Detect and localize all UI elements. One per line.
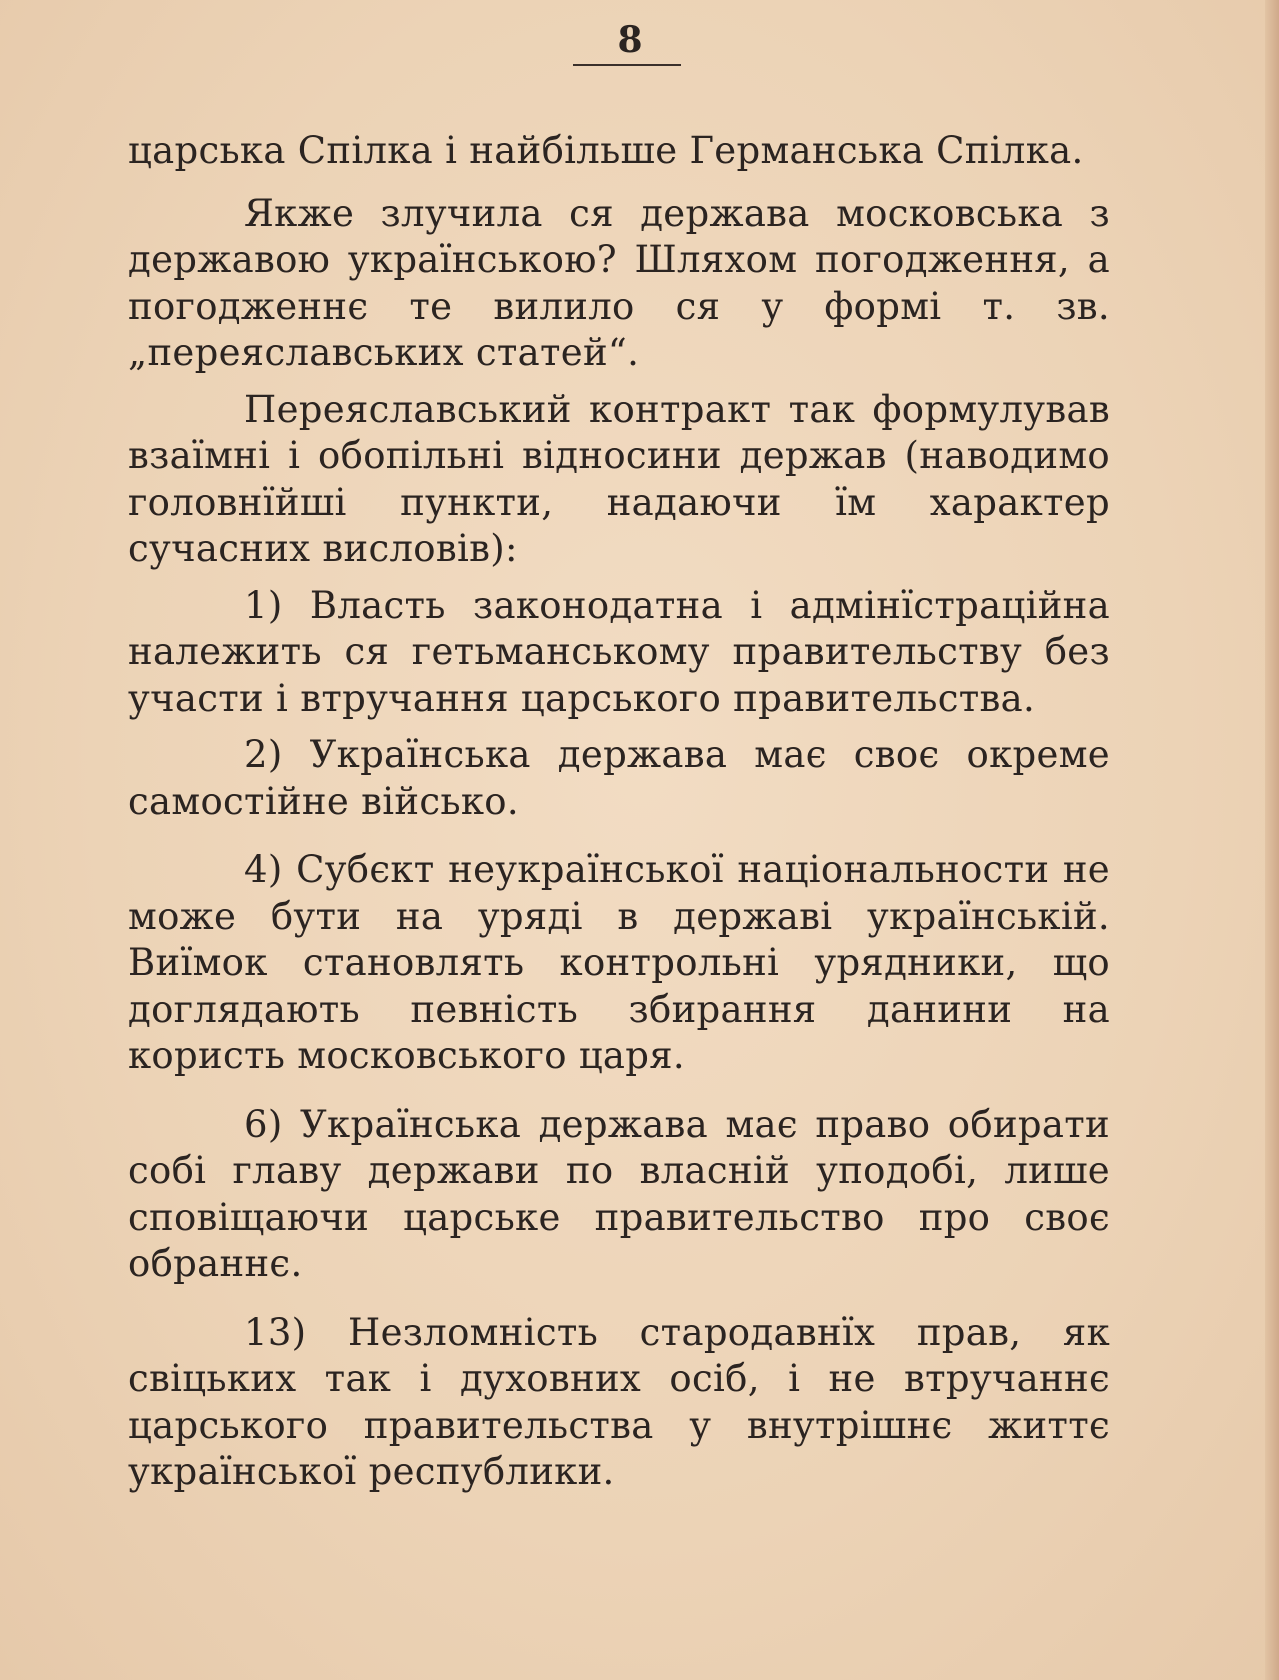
page-number: 8 bbox=[617, 19, 643, 61]
list-item-point-13: 13) Незломність стародавнїх прав, як свіцьких так і духовних осіб, і не втручаннє царського правительства у внутрішнє життє української республики. bbox=[128, 1310, 1110, 1493]
paragraph-pereiaslav-contract: Переяславський контракт так формулував взаїмні і обопільні відносини держав (наводимо головнїйші пункти, надаючи їм характер сучасних висловів): bbox=[128, 387, 1110, 570]
list-item-point-2: 2) Українська держава має своє окреме самостійне військо. bbox=[128, 733, 1110, 823]
paragraph-union-question: Якже злучила ся держава московська з державою українською? Шляхом погодження, а погодженнє те вилило ся у формі т. зв. „переяславських статей“. bbox=[128, 191, 1110, 374]
page-edge bbox=[1265, 0, 1279, 1680]
list-item-point-4: 4) Субєкт неукраїнської національности не може бути на уряді в державі українській. Виїмок становлять контрольні урядники, що доглядають певність збирання данини на користь московського царя. bbox=[128, 848, 1110, 1077]
page-number-rule bbox=[573, 64, 681, 66]
paragraph-continuation: царська Спілка і найбільше Германська Спілка. bbox=[128, 129, 1084, 172]
body-text bbox=[128, 128, 1110, 1496]
list-item-point-6: 6) Українська держава має право обирати собі главу держави по власній уподобі, лише сповіщаючи царське правительство про своє обраннє. bbox=[128, 1102, 1110, 1285]
list-item-point-1: 1) Власть законодатна і адмінїстраційна належить ся гетьманському правительству без участи і втручання царського правительства. bbox=[128, 583, 1110, 720]
